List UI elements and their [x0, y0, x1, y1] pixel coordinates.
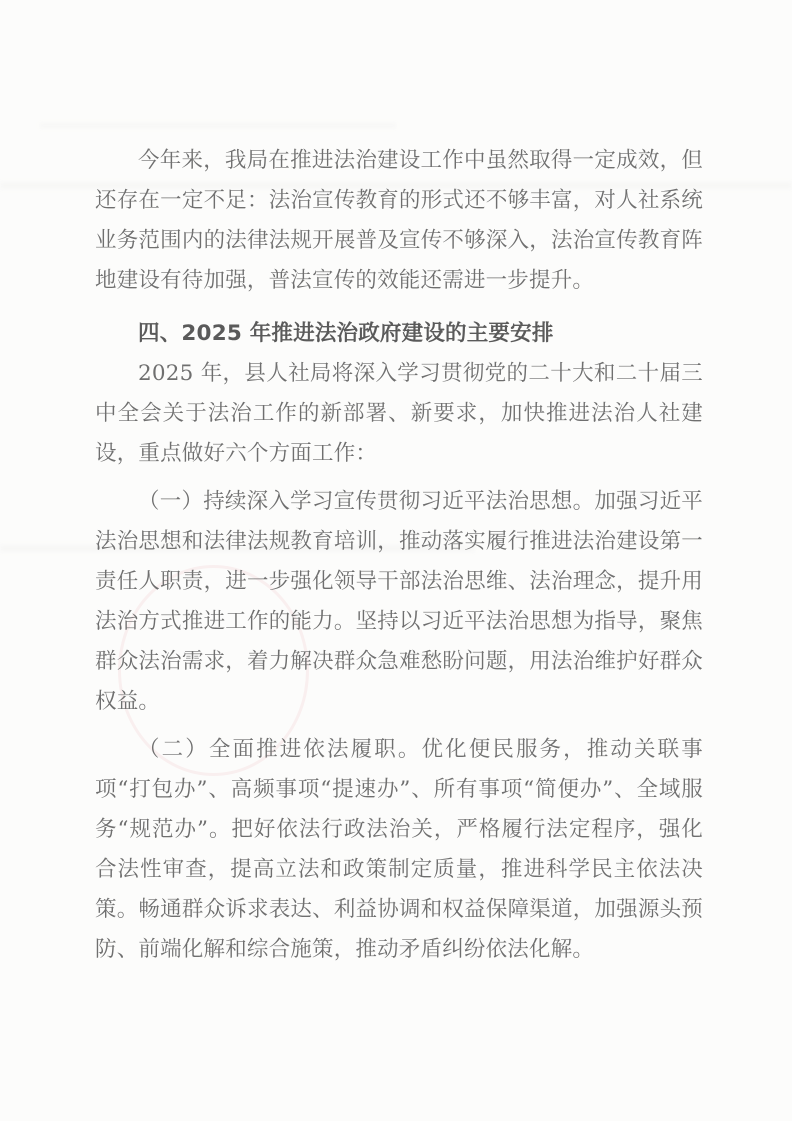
paragraph-2025-overview: 2025 年，县人社局将深入学习贯彻党的二十大和二十届三中全会关于法治工作的新部署、新要求，加快推进法治人社建设，重点做好六个方面工作：: [95, 361, 703, 466]
paragraph-current-shortcomings: 今年来，我局在推进法治建设工作中虽然取得一定成效，但还存在一定不足：法治宣传教育的形式还不够丰富，对人社系统业务范围内的法律法规开展普及宣传不够深入，法治宣传教育阵地建设有待加强，普法宣传的效能还需进一步提升。: [95, 148, 703, 293]
paragraph-item-two: （二）全面推进依法履职。优化便民服务，推动关联事项“打包办”、高频事项“提速办”、所有事项“简便办”、全域服务“规范办”。把好依法行政法治关，严格履行法定程序，强化合法性审查，提高立法和政策制定质量，推进科学民主依法决策。畅通群众诉求表达、利益协调和权益保障渠道，加强源头预防、前端化解和综合施策，推动矛盾纠纷依法化解。: [95, 737, 703, 962]
scan-streak-artifact: [40, 123, 396, 128]
section-heading-2025-plan: 四、2025 年推进法治政府建设的主要安排: [138, 321, 554, 346]
paragraph-item-one: （一）持续深入学习宣传贯彻习近平法治思想。加强习近平法治思想和法律法规教育培训，推动落实履行推进法治建设第一责任人职责，进一步强化领导干部法治思维、法治理念，提升用法治方式推进工作的能力。坚持以习近平法治思想为指导，聚焦群众法治需求，着力解决群众急难愁盼问题，用法治维护好群众权益。: [95, 489, 703, 714]
document-body: [95, 141, 703, 970]
